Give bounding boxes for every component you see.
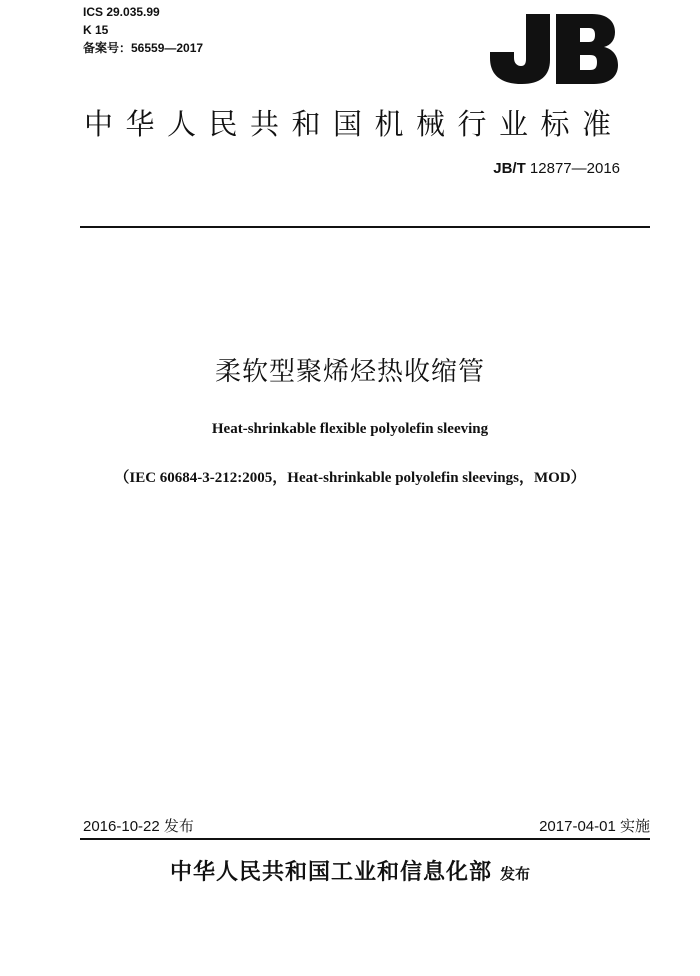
standard-category-title: 中华人民共和国机械行业标准 (84, 107, 624, 141)
top-divider (80, 226, 650, 228)
issue-date: 2016-10-22 发布 (83, 818, 194, 835)
issuer (0, 855, 700, 886)
title-reference: （IEC 60684-3-212:2005，Heat-shrinkable polyolefin sleevings，MOD） (114, 470, 586, 486)
implementation-date: 2017-04-01 实施 (539, 818, 650, 835)
jb-logo (486, 14, 618, 84)
ccs-code: K 15 (83, 23, 109, 37)
bottom-divider (80, 838, 650, 840)
standard-number (493, 160, 620, 177)
title-chinese: 柔软型聚烯烃热收缩管 (214, 357, 485, 387)
standard-number-value: 12877—2016 (525, 160, 620, 177)
standard-number-prefix: JB/T (493, 160, 526, 177)
issuer-name: 中华人民共和国工业和信息化部 (169, 860, 492, 885)
ics-code: ICS 29.035.99 (83, 5, 160, 19)
issuer-action: 发布 (500, 865, 531, 883)
filing-number: 备案号：56559—2017 (83, 41, 204, 55)
title-english: Heat-shrinkable flexible polyolefin sleeving (211, 421, 489, 437)
